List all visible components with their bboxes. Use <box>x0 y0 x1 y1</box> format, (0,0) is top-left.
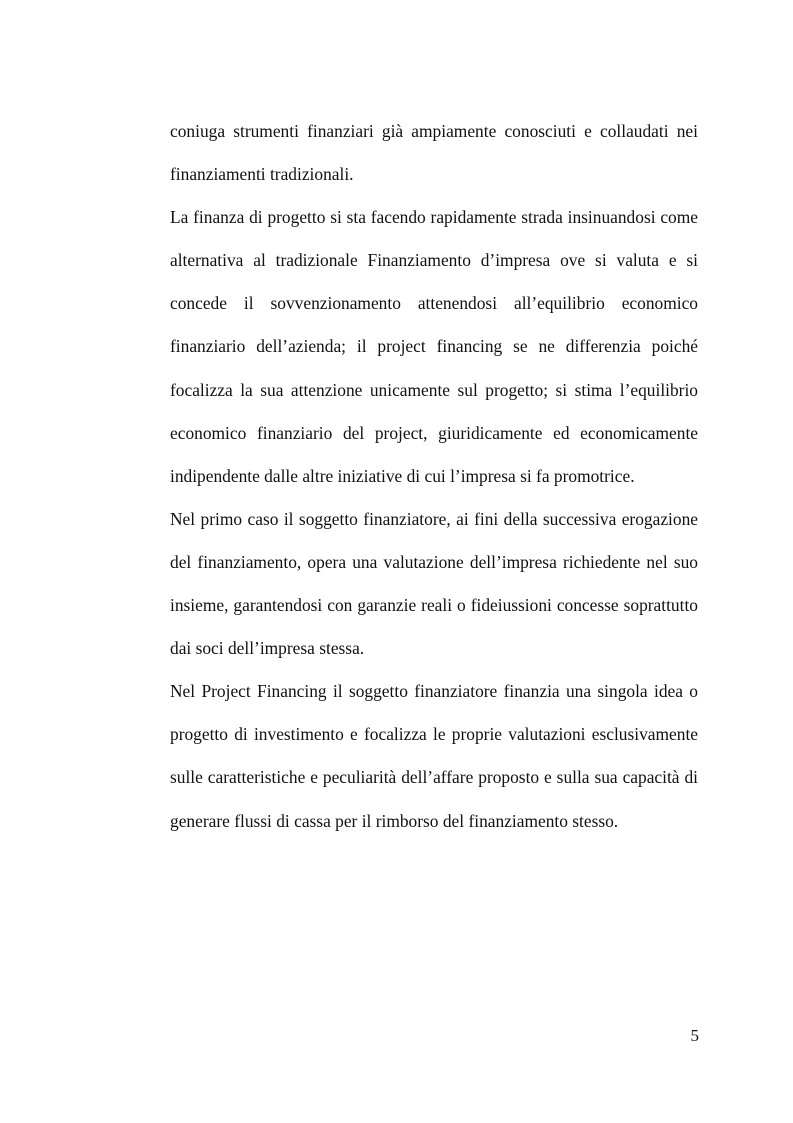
paragraph-3: Nel primo caso il soggetto finanziatore, ai fini della successiva erogazione del finanziamento, opera una valutazione dell’impresa richiedente nel suo insieme, garantendosi con garanzie reali o fideiussioni concesse soprattutto dai soci dell’impresa stessa. <box>170 508 698 659</box>
paragraph-1: coniuga strumenti finanziari già ampiamente conosciuti e collaudati nei finanziamenti tradizionali. <box>170 121 698 185</box>
paragraph-4: Nel Project Financing il soggetto finanziatore finanzia una singola idea o progetto di investimento e focalizza le proprie valutazioni esclusivamente sulle caratteristiche e peculiarità dell’affare proposto e sulla sua capacità di generare flussi di cassa per il rimborso del finanziamento stesso. <box>170 681 698 831</box>
page-number: 5 <box>690 1026 699 1045</box>
body-text <box>170 110 698 843</box>
paragraph-2: La finanza di progetto si sta facendo rapidamente strada insinuandosi come alternativa al tradizionale Finanziamento d’impresa ove si valuta e si concede il sovvenzionamento attenendosi all’equilibrio economico finanziario dell’azienda; il project financing se ne differenzia poiché focalizza la sua attenzione unicamente sul progetto; si stima l’equilibrio economico finanziario del project, giuridicamente ed economicamente indipendente dalle altre iniziative di cui l’impresa si fa promotrice. <box>170 207 698 486</box>
